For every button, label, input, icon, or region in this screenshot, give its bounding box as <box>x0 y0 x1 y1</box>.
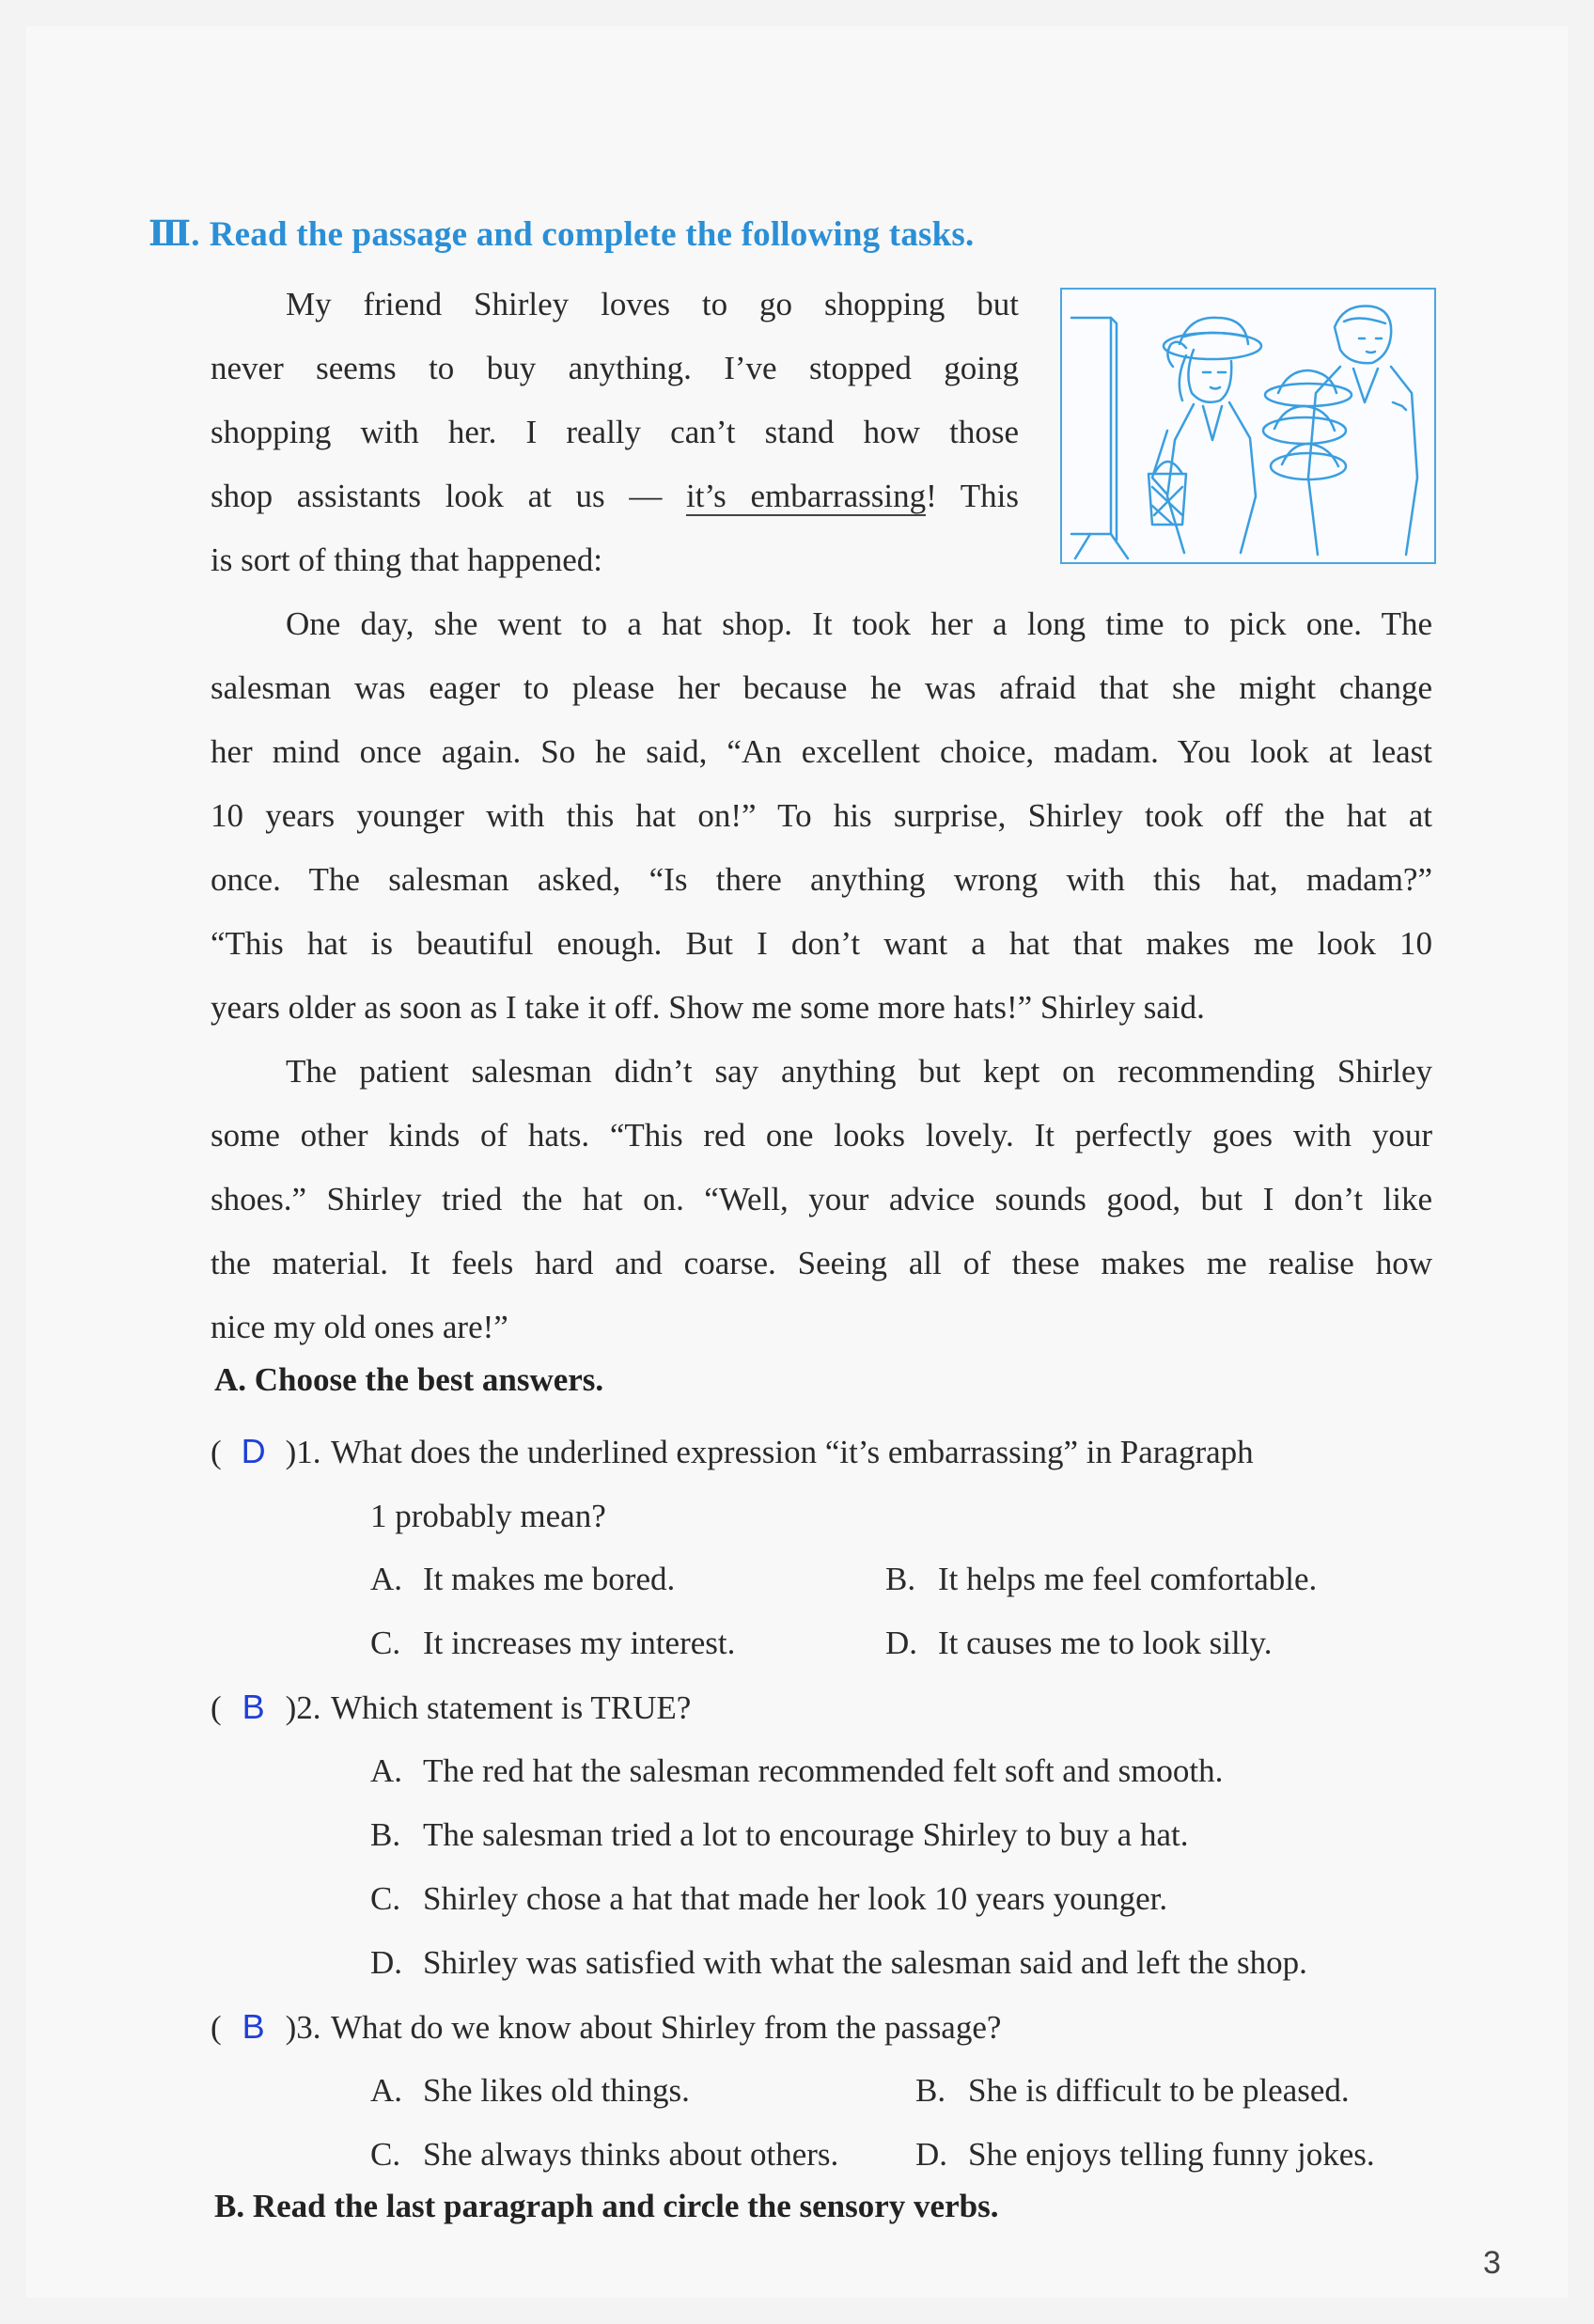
q2-option-c[interactable]: C. Shirley chose a hat that made her look 10 years younger. <box>370 1880 1168 1917</box>
paragraph-2 <box>211 592 1432 1040</box>
q3-option-b[interactable]: B. She is difficult to be pleased. <box>915 2072 1350 2109</box>
paragraph-1-line: shopping with her. I really can’t stand how those <box>211 414 1019 450</box>
section-number: Ⅲ. <box>148 215 200 254</box>
question-2: ( B )2. Which statement is TRUE? <box>211 1675 1442 1740</box>
paragraph-3-line: shoes.” Shirley tried the hat on. “Well, your advice sounds good, but I don’t like <box>211 1181 1432 1217</box>
page-number: 3 <box>1483 2245 1501 2281</box>
paragraph-3-line: The patient salesman didn’t say anything but kept on recommending Shirley <box>286 1053 1432 1090</box>
paragraph-1-line: is sort of thing that happened: <box>211 542 603 578</box>
section-heading <box>148 212 974 255</box>
q1-option-a[interactable]: A. It makes me bored. <box>370 1561 676 1597</box>
question-3-stem: What do we know about Shirley from the passage? <box>331 2009 1002 2046</box>
paragraph-2-line: “This hat is beautiful enough. But I don’t want a hat that makes me look 10 <box>211 925 1432 962</box>
illustration-icon <box>1062 290 1434 562</box>
q3-option-d[interactable]: D. She enjoys telling funny jokes. <box>915 2136 1375 2173</box>
paragraph-3-line: nice my old ones are!” <box>211 1309 508 1345</box>
part-b-title: B. Read the last paragraph and circle the sensory verbs. <box>214 2188 999 2224</box>
q3-option-c[interactable]: C. She always thinks about others. <box>370 2136 839 2173</box>
shopping-scene-illustration <box>1060 288 1436 564</box>
question-2-stem: Which statement is TRUE? <box>331 1689 692 1726</box>
paragraph-2-line: One day, she went to a hat shop. It took her a long time to pick one. The <box>286 605 1432 642</box>
paragraph-3 <box>211 1040 1432 1359</box>
paragraph-2-line: once. The salesman asked, “Is there anything wrong with this hat, madam?” <box>211 861 1432 898</box>
answer-1[interactable]: D <box>241 1432 266 1470</box>
section-title: Read the passage and complete the following tasks. <box>209 215 975 254</box>
question-1-stem: What does the underlined expression “it’s embarrassing” in Paragraph <box>331 1434 1254 1470</box>
question-3: ( B )3. What do we know about Shirley from the passage? <box>211 1995 1442 2060</box>
answer-3[interactable]: B <box>242 2007 265 2046</box>
paragraph-3-line: the material. It feels hard and coarse. Seeing all of these makes me realise how <box>211 1245 1432 1281</box>
part-a-title: A. Choose the best answers. <box>214 1361 604 1398</box>
paragraph-1-line: My friend Shirley loves to go shopping but <box>286 286 1019 322</box>
q1-option-c[interactable]: C. It increases my interest. <box>370 1625 736 1661</box>
q2-option-d[interactable]: D. Shirley was satisfied with what the salesman said and left the shop. <box>370 1944 1307 1981</box>
paragraph-2-line: years older as soon as I take it off. Show me some more hats!” Shirley said. <box>211 989 1205 1026</box>
paragraph-2-line: her mind once again. So he said, “An excellent choice, madam. You look at least <box>211 733 1432 770</box>
question-1: ( D )1. What does the underlined expression “it’s embarrassing” in Paragraph 1 probably mean? <box>211 1420 1442 1548</box>
q2-option-a[interactable]: A. The red hat the salesman recommended felt soft and smooth. <box>370 1752 1224 1789</box>
answer-2[interactable]: B <box>242 1688 265 1726</box>
paragraph-1-line: never seems to buy anything. I’ve stopped going <box>211 350 1019 386</box>
q1-option-d[interactable]: D. It causes me to look silly. <box>885 1625 1273 1661</box>
paragraph-1-line: shop assistants look at us — it’s embarrassing! This <box>211 478 1019 514</box>
paragraph-1 <box>211 273 1019 592</box>
underlined-expression: it’s embarrassing <box>686 478 927 514</box>
q3-option-a[interactable]: A. She likes old things. <box>370 2072 690 2109</box>
paragraph-2-line: 10 years younger with this hat on!” To his surprise, Shirley took off the hat at <box>211 797 1432 834</box>
paragraph-3-line: some other kinds of hats. “This red one looks lovely. It perfectly goes with your <box>211 1117 1432 1154</box>
q1-option-b[interactable]: B. It helps me feel comfortable. <box>885 1561 1318 1597</box>
paragraph-2-line: salesman was eager to please her because he was afraid that she might change <box>211 669 1432 706</box>
question-1-stem-cont: 1 probably mean? <box>370 1498 606 1534</box>
q2-option-b[interactable]: B. The salesman tried a lot to encourage Shirley to buy a hat. <box>370 1816 1189 1853</box>
